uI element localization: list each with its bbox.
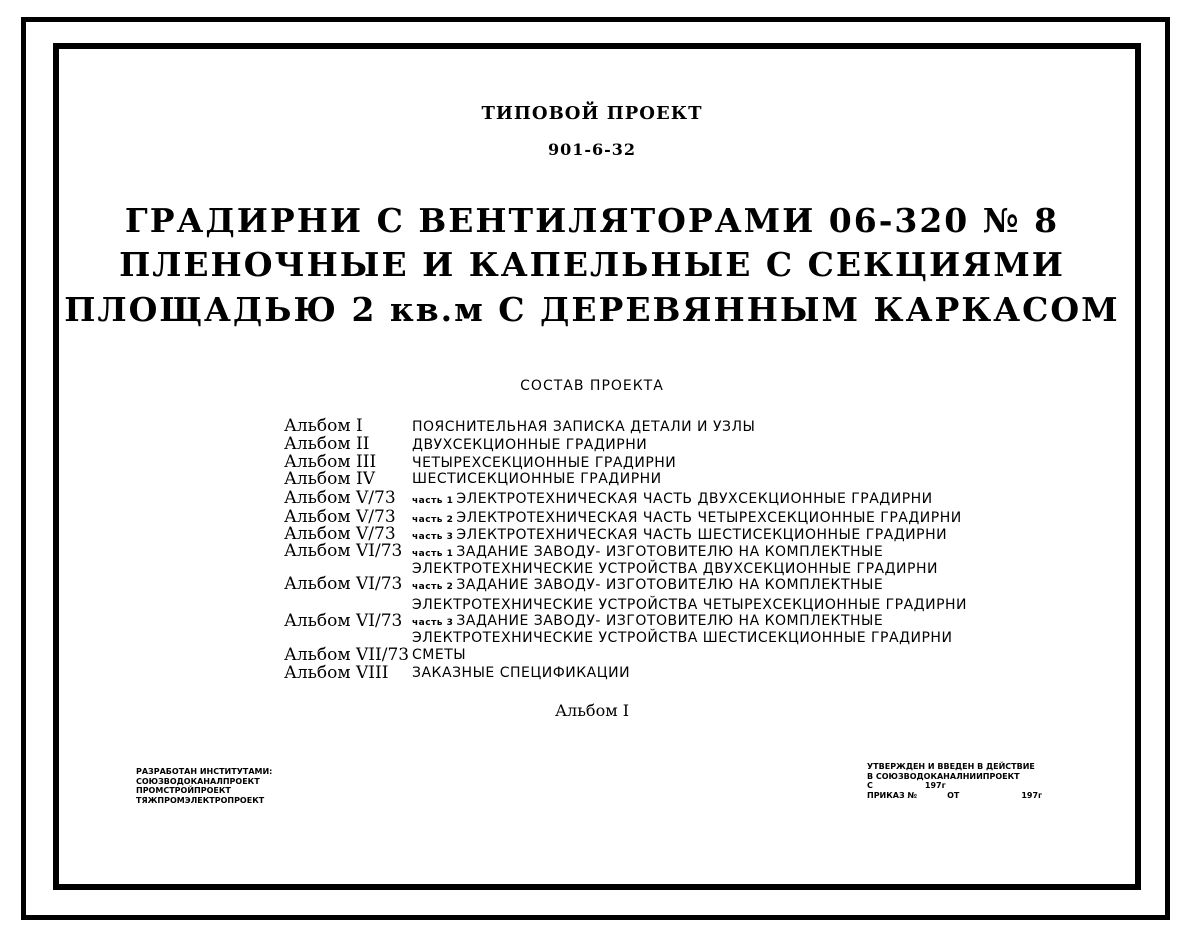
album-description [412, 527, 947, 543]
approval-date-prefix: С [867, 781, 873, 790]
developers-heading: РАЗРАБОТАН ИНСТИТУТАМИ: [136, 767, 273, 776]
album-description [412, 544, 883, 560]
album-description [412, 510, 962, 526]
project-type: ТИПОВОЙ ПРОЕКТ [481, 103, 703, 124]
approval-date-year: 197г [924, 781, 946, 790]
album-label: Альбом III [284, 452, 377, 472]
developer-org: ПРОМСТРОЙПРОЕКТ [136, 786, 231, 795]
album-description [412, 577, 883, 593]
album-text: ЗАДАНИЕ ЗАВОДУ- ИЗГОТОВИТЕЛЮ НА КОМПЛЕКТНЫЕ [456, 613, 884, 629]
album-description: ЧЕТЫРЕХСЕКЦИОННЫЕ ГРАДИРНИ [412, 455, 677, 471]
current-album: Альбом I [554, 701, 630, 720]
album-description [412, 491, 933, 507]
developer-org: СОЮЗВОДОКАНАЛПРОЕКТ [136, 776, 260, 786]
album-label: Альбом VII/73 [284, 645, 410, 665]
title-line-3: ПЛОЩАДЬЮ 2 кв.м С ДЕРЕВЯННЫМ КАРКАСОМ [64, 290, 1120, 329]
developers-block [136, 767, 272, 805]
album-label: Альбом V/73 [284, 488, 396, 508]
order-date-label: ОТ [947, 790, 960, 800]
album-part: часть 3 [412, 532, 454, 542]
album-label: Альбом VIII [284, 663, 389, 683]
album-text: ЭЛЕКТРОТЕХНИЧЕСКАЯ ЧАСТЬ ШЕСТИСЕКЦИОННЫЕ ГРАДИРНИ [456, 527, 948, 543]
album-description: ПОЯСНИТЕЛЬНАЯ ЗАПИСКА ДЕТАЛИ И УЗЛЫ [412, 419, 756, 435]
album-text: ЭЛЕКТРОТЕХНИЧЕСКАЯ ЧАСТЬ ЧЕТЫРЕХСЕКЦИОННЫЕ ГРАДИРНИ [456, 510, 962, 526]
album-label: Альбом IV [284, 469, 376, 489]
album-label: Альбом VI/73 [284, 574, 403, 594]
developer-org: ТЯЖПРОМЭЛЕКТРОПРОЕКТ [136, 795, 265, 805]
album-description-cont: ЭЛЕКТРОТЕХНИЧЕСКИЕ УСТРОЙСТВА ДВУХСЕКЦИОННЫЕ ГРАДИРНИ [412, 561, 938, 577]
approval-heading: УТВЕРЖДЕН И ВВЕДЕН В ДЕЙСТВИЕ [867, 762, 1035, 771]
project-number: 901-6-32 [547, 140, 637, 159]
order-label: ПРИКАЗ № [867, 790, 918, 800]
album-description-cont: ЭЛЕКТРОТЕХНИЧЕСКИЕ УСТРОЙСТВА ЧЕТЫРЕХСЕКЦИОННЫЕ ГРАДИРНИ [412, 597, 968, 613]
album-part: часть 3 [412, 618, 454, 628]
album-part: часть 2 [412, 582, 454, 592]
album-description-cont: ЭЛЕКТРОТЕХНИЧЕСКИЕ УСТРОЙСТВА ШЕСТИСЕКЦИОННЫЕ ГРАДИРНИ [412, 630, 953, 646]
approval-org: В СОЮЗВОДОКАНАЛНИИПРОЕКТ [867, 771, 1020, 781]
album-label: Альбом I [284, 416, 363, 436]
approval-date [867, 781, 1042, 791]
approval-order [867, 791, 1042, 801]
album-description: ШЕСТИСЕКЦИОННЫЕ ГРАДИРНИ [412, 471, 662, 487]
title-line-1: ГРАДИРНИ С ВЕНТИЛЯТОРАМИ 06-320 № 8 [124, 201, 1060, 240]
album-label: Альбом VI/73 [284, 611, 403, 631]
title-line-2: ПЛЕНОЧНЫЕ И КАПЕЛЬНЫЕ С СЕКЦИЯМИ [119, 245, 1065, 284]
order-year: 197г [1021, 790, 1043, 800]
album-part: часть 1 [412, 549, 454, 559]
album-description [412, 613, 883, 629]
approval-block [867, 762, 1042, 800]
album-text: ЗАДАНИЕ ЗАВОДУ- ИЗГОТОВИТЕЛЮ НА КОМПЛЕКТНЫЕ [456, 544, 884, 560]
album-description: СМЕТЫ [412, 647, 467, 663]
album-label: Альбом II [284, 434, 370, 454]
album-text: ЗАДАНИЕ ЗАВОДУ- ИЗГОТОВИТЕЛЮ НА КОМПЛЕКТНЫЕ [456, 577, 884, 593]
composition-heading: СОСТАВ ПРОЕКТА [520, 378, 664, 394]
album-part: часть 1 [412, 496, 454, 506]
album-label: Альбом VI/73 [284, 541, 403, 561]
album-text: ЭЛЕКТРОТЕХНИЧЕСКАЯ ЧАСТЬ ДВУХСЕКЦИОННЫЕ ГРАДИРНИ [456, 491, 933, 507]
album-label: Альбом V/73 [284, 524, 396, 544]
album-label: Альбом V/73 [284, 507, 396, 527]
album-part: часть 2 [412, 515, 454, 525]
album-description: ЗАКАЗНЫЕ СПЕЦИФИКАЦИИ [412, 665, 631, 681]
album-description: ДВУХСЕКЦИОННЫЕ ГРАДИРНИ [412, 437, 648, 453]
